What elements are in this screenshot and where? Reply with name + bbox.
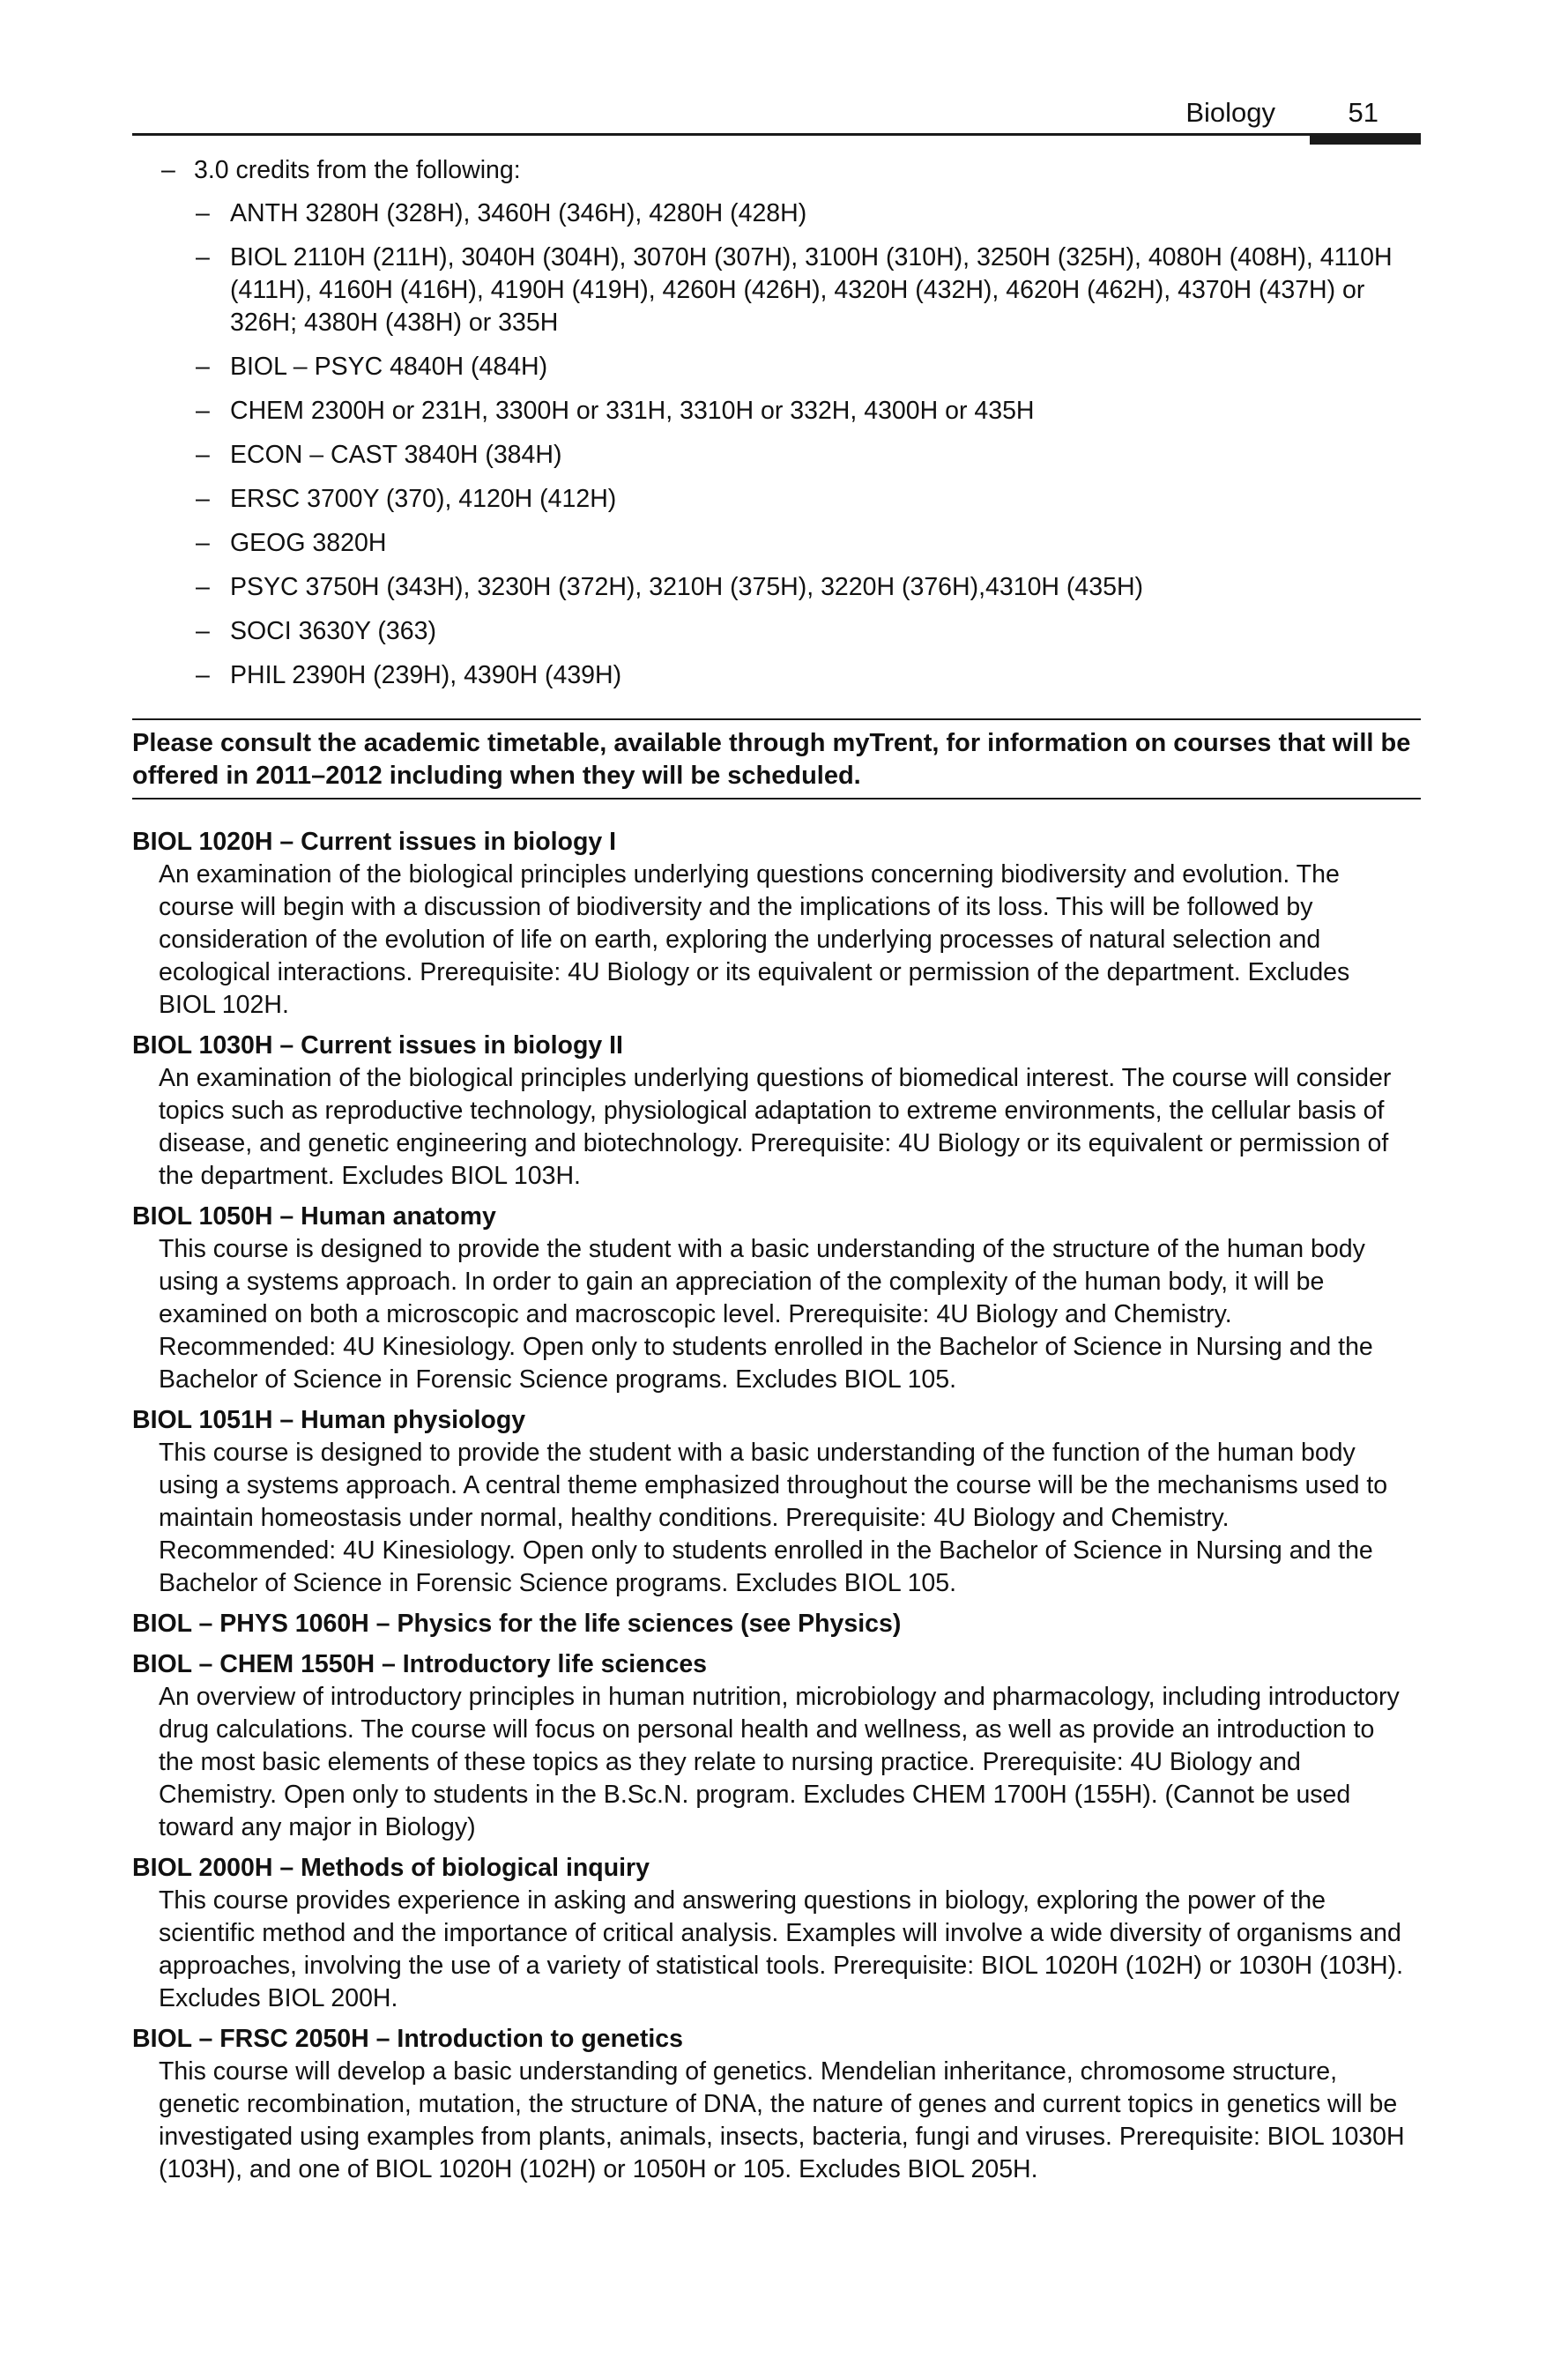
list-item [132, 483, 1421, 516]
course-entry [132, 1608, 1421, 1640]
list-item [132, 527, 1421, 560]
requirements-list [132, 197, 1421, 692]
dash-marker: – [196, 397, 210, 425]
list-item-text: CHEM 2300H or 231H, 3300H or 331H, 3310H or 332H, 4300H or 435H [230, 397, 1035, 425]
course-description: This course is designed to provide the student with a basic understanding of the function of the human body using a systems approach. A central theme emphasized throughout the course will be the mechanisms used to maintain homeostasis under normal, healthy conditions. Prerequisite: 4U Biology and Chemistry. Recommended: 4U Kinesiology. Open only to students enrolled in the Bachelor of Science in Nursing and the Bachelor of Science in Forensic Science programs. Excludes BIOL 105. [159, 1439, 1388, 1597]
page-header [132, 81, 1421, 136]
list-item [132, 197, 1421, 230]
list-item-text: ECON – CAST 3840H (384H) [230, 441, 562, 469]
list-item-text: BIOL – PSYC 4840H (484H) [230, 353, 548, 381]
header-tab-bar [1310, 133, 1421, 145]
list-item [132, 571, 1421, 604]
course-entry [132, 1852, 1421, 2015]
dash-marker: – [196, 661, 210, 689]
list-item-text: ERSC 3700Y (370), 4120H (412H) [230, 485, 617, 513]
course-entry [132, 1201, 1421, 1396]
section-title: Biology [1185, 97, 1275, 128]
header-rule [132, 133, 1421, 136]
course-title: BIOL – CHEM 1550H – Introductory life sciences [132, 1650, 708, 1678]
dash-marker: – [196, 243, 210, 271]
course-description: This course is designed to provide the student with a basic understanding of the structure of the human body using a systems approach. In order to gain an appreciation of the complexity of the human body, it will be examined on both a microscopic and macroscopic level. Prerequisite: 4U Biology and Chemistry. Recommended: 4U Kinesiology. Open only to students enrolled in the Bachelor of Science in Nursing and the Bachelor of Science in Forensic Science programs. Excludes BIOL 105. [159, 1235, 1373, 1394]
course-entry [132, 826, 1421, 1022]
list-item-text: GEOG 3820H [230, 529, 387, 557]
course-entry [132, 2023, 1421, 2186]
course-list [132, 826, 1421, 2186]
list-item [132, 351, 1421, 383]
dash-marker: – [196, 441, 210, 469]
course-description: This course will develop a basic understanding of genetics. Mendelian inheritance, chromosome structure, genetic recombination, mutation, the structure of DNA, the nature of genes and current topics in genetics will be investigated using examples from plants, animals, insects, bacteria, fungi and viruses. Prerequisite: BIOL 1030H (103H), and one of BIOL 1020H (102H) or 1050H or 105. Excludes BIOL 205H. [159, 2057, 1405, 2183]
list-item [132, 395, 1421, 428]
list-item-text: PSYC 3750H (343H), 3230H (372H), 3210H (375H), 3220H (376H),4310H (435H) [230, 573, 1144, 601]
course-title: BIOL – FRSC 2050H – Introduction to genetics [132, 2025, 683, 2053]
dash-marker: – [161, 156, 175, 184]
course-description: An examination of the biological principles underlying questions of biomedical interest. The course will consider topics such as reproductive technology, physiological adaptation to extreme environments, the cellular basis of disease, and genetic engineering and biotechnology. Prerequisite: 4U Biology or its equivalent or permission of the department. Excludes BIOL 103H. [159, 1064, 1392, 1190]
list-item-text: ANTH 3280H (328H), 3460H (346H), 4280H (428H) [230, 199, 807, 227]
dash-marker: – [196, 199, 210, 227]
requirements-block [132, 154, 1421, 692]
course-title: BIOL 1050H – Human anatomy [132, 1202, 496, 1231]
course-title: BIOL – PHYS 1060H – Physics for the life sciences (see Physics) [132, 1610, 902, 1638]
list-item [132, 615, 1421, 648]
course-description: An overview of introductory principles in human nutrition, microbiology and pharmacology, including introductory drug calculations. The course will focus on personal health and wellness, as well as provide an introduction to the most basic elements of these topics as they relate to nursing practice. Prerequisite: 4U Biology and Chemistry. Open only to students in the B.Sc.N. program. Excludes CHEM 1700H (155H). (Cannot be used toward any major in Biology) [159, 1683, 1400, 1841]
course-title: BIOL 1020H – Current issues in biology I [132, 828, 617, 856]
requirements-heading [132, 154, 1421, 187]
course-entry [132, 1030, 1421, 1193]
page-number: 51 [1348, 97, 1378, 128]
course-entry [132, 1404, 1421, 1600]
list-item-text: BIOL 2110H (211H), 3040H (304H), 3070H (307H), 3100H (310H), 3250H (325H), 4080H (408H), 4110H (411H), 4160H (416H), 4190H (419H), 4260H (426H), 4320H (432H), 4620H (462H), 4370H (437H) or 326H; 4380H (438H) or 335H [230, 243, 1393, 337]
list-item [132, 242, 1421, 339]
dash-marker: – [196, 573, 210, 601]
requirements-heading-text: 3.0 credits from the following: [194, 156, 521, 184]
dash-marker: – [196, 529, 210, 557]
list-item-text: PHIL 2390H (239H), 4390H (439H) [230, 661, 622, 689]
course-description: An examination of the biological principles underlying questions concerning biodiversity and evolution. The course will begin with a discussion of biodiversity and the implications of its loss. This will be followed by consideration of the evolution of life on earth, exploring the underlying processes of natural selection and ecological interactions. Prerequisite: 4U Biology or its equivalent or permission of the department. Excludes BIOL 102H. [159, 860, 1350, 1019]
dash-marker: – [196, 353, 210, 381]
page-content [132, 154, 1421, 2194]
timetable-notice: Please consult the academic timetable, available through myTrent, for information on courses that will be offered in 2011–2012 including when they will be scheduled. [132, 718, 1421, 800]
course-title: BIOL 1051H – Human physiology [132, 1406, 526, 1434]
dash-marker: – [196, 485, 210, 513]
course-entry [132, 1648, 1421, 1844]
list-item [132, 439, 1421, 472]
course-title: BIOL 1030H – Current issues in biology II [132, 1031, 623, 1060]
course-title: BIOL 2000H – Methods of biological inquiry [132, 1854, 650, 1882]
dash-marker: – [196, 617, 210, 645]
list-item-text: SOCI 3630Y (363) [230, 617, 436, 645]
course-description: This course provides experience in asking and answering questions in biology, exploring the power of the scientific method and the importance of critical analysis. Examples will involve a wide diversity of organisms and approaches, involving the use of a variety of statistical tools. Prerequisite: BIOL 1020H (102H) or 1030H (103H). Excludes BIOL 200H. [159, 1886, 1404, 2012]
list-item [132, 659, 1421, 692]
